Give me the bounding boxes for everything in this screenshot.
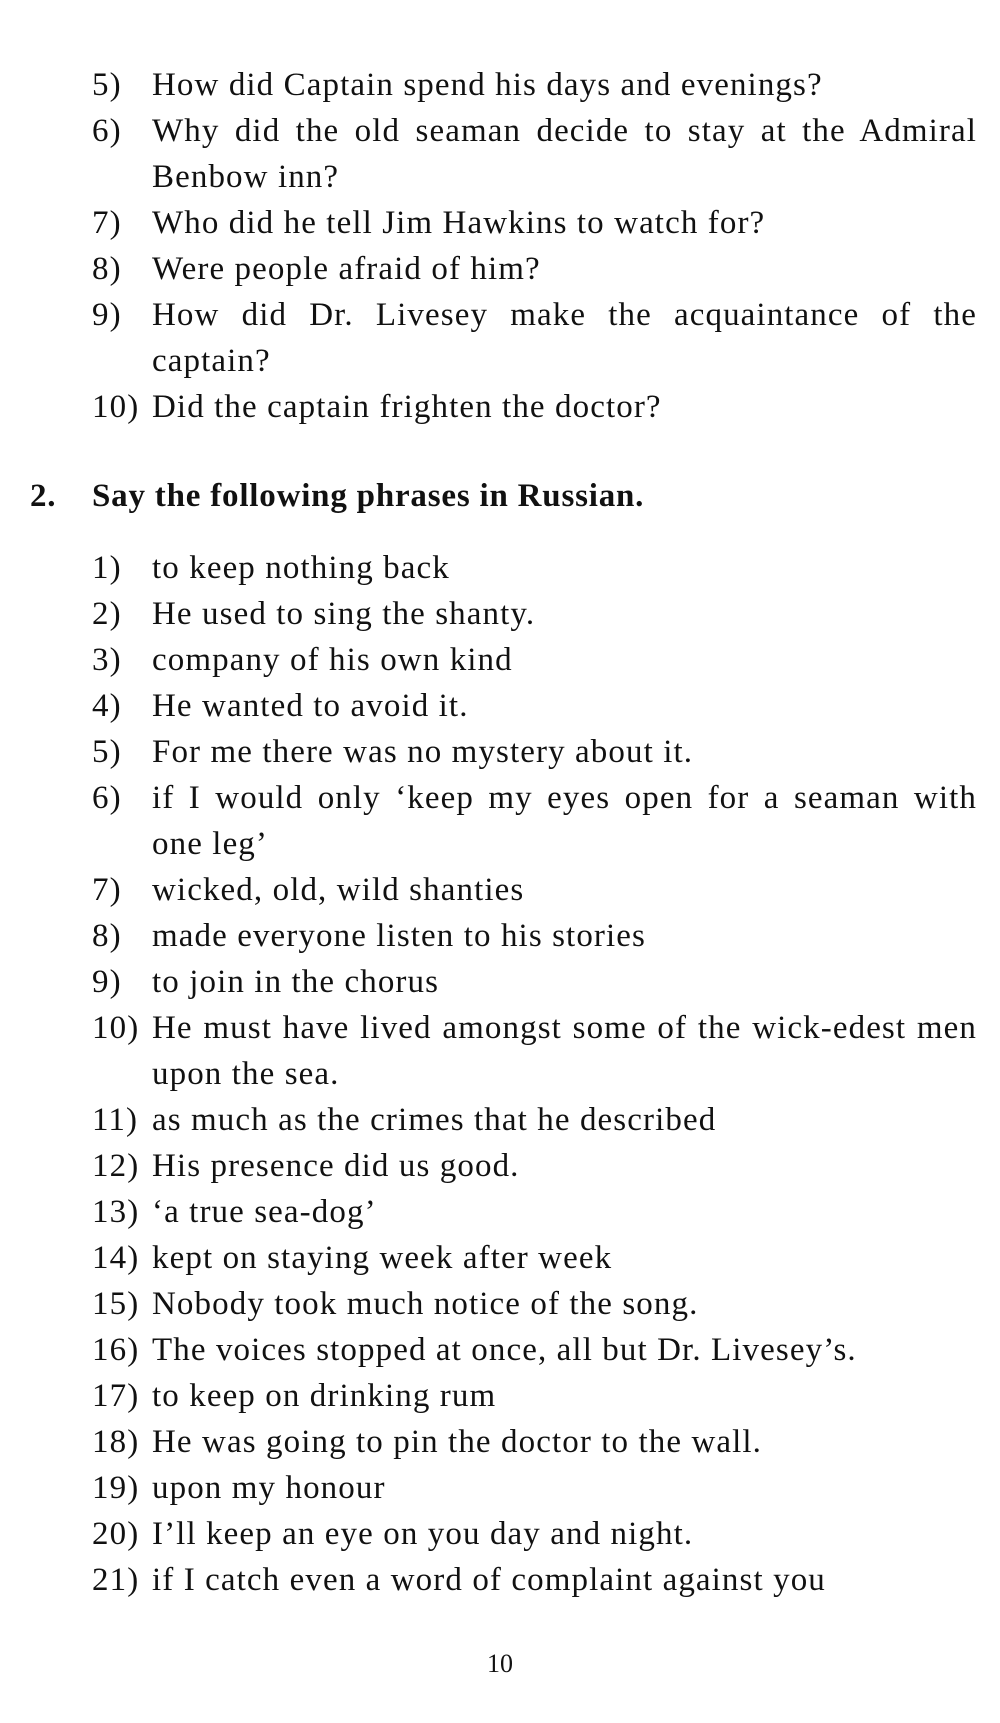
item-number: 21) (92, 1562, 140, 1598)
phrases-list (0, 545, 977, 1603)
page-number: 10 (487, 1649, 513, 1678)
phrase-item (0, 729, 977, 775)
exercise-number: 2. (30, 478, 57, 514)
item-number: 19) (92, 1470, 140, 1506)
item-text: Nobody took much notice of the song. (152, 1286, 699, 1322)
item-text: to join in the chorus (152, 964, 440, 1000)
phrase-item (0, 1465, 977, 1511)
phrase-item (0, 1327, 977, 1373)
item-number: 9) (92, 964, 122, 1000)
item-text: company of his own kind (152, 642, 513, 678)
phrase-item (0, 545, 977, 591)
item-text: How did Captain spend his days and evenings? (152, 67, 823, 103)
item-number: 7) (92, 872, 122, 908)
phrase-item (0, 1005, 977, 1097)
phrase-item (0, 1557, 977, 1603)
phrase-item (0, 1419, 977, 1465)
item-number: 6) (92, 113, 122, 149)
phrase-item (0, 591, 977, 637)
item-text: if I catch even a word of complaint against you (152, 1562, 826, 1598)
item-text: wicked, old, wild shanties (152, 872, 525, 908)
phrase-item (0, 1373, 977, 1419)
item-number: 7) (92, 205, 122, 241)
item-number: 1) (92, 550, 122, 586)
question-item (0, 384, 977, 430)
questions-list (0, 62, 977, 430)
item-text: I’ll keep an eye on you day and night. (152, 1516, 694, 1552)
item-number: 20) (92, 1516, 140, 1552)
item-number: 9) (92, 297, 122, 333)
item-number: 10) (92, 1010, 140, 1046)
item-text: He must have lived amongst some of the wick-edest men upon the sea. (152, 1010, 977, 1092)
question-item (0, 246, 977, 292)
item-number: 5) (92, 67, 122, 103)
item-text: Did the captain frighten the doctor? (152, 389, 662, 425)
exercise-title: Say the following phrases in Russian. (92, 478, 645, 514)
item-number: 17) (92, 1378, 140, 1414)
item-text: His presence did us good. (152, 1148, 520, 1184)
question-item (0, 62, 977, 108)
item-number: 18) (92, 1424, 140, 1460)
item-number: 2) (92, 596, 122, 632)
item-text: He wanted to avoid it. (152, 688, 469, 724)
phrase-item (0, 959, 977, 1005)
phrase-item (0, 775, 977, 867)
phrase-item (0, 1511, 977, 1557)
phrase-item (0, 913, 977, 959)
item-number: 8) (92, 918, 122, 954)
item-text: kept on staying week after week (152, 1240, 613, 1276)
item-text: made everyone listen to his stories (152, 918, 646, 954)
item-number: 3) (92, 642, 122, 678)
item-number: 6) (92, 780, 122, 816)
phrase-item (0, 1189, 977, 1235)
item-number: 16) (92, 1332, 140, 1368)
question-item (0, 200, 977, 246)
phrase-item (0, 1235, 977, 1281)
item-number: 5) (92, 734, 122, 770)
item-text: He used to sing the shanty. (152, 596, 536, 632)
phrase-item (0, 637, 977, 683)
item-text: For me there was no mystery about it. (152, 734, 694, 770)
item-number: 14) (92, 1240, 140, 1276)
phrase-item (0, 683, 977, 729)
item-text: Were people afraid of him? (152, 251, 541, 287)
item-text: to keep on drinking rum (152, 1378, 497, 1414)
item-number: 13) (92, 1194, 140, 1230)
item-number: 12) (92, 1148, 140, 1184)
item-text: Who did he tell Jim Hawkins to watch for? (152, 205, 766, 241)
question-item (0, 292, 977, 384)
phrase-item (0, 1143, 977, 1189)
item-text: to keep nothing back (152, 550, 450, 586)
item-number: 11) (92, 1102, 139, 1138)
item-number: 4) (92, 688, 122, 724)
item-number: 8) (92, 251, 122, 287)
item-text: as much as the crimes that he described (152, 1102, 717, 1138)
item-text: ‘a true sea-dog’ (152, 1194, 377, 1230)
phrase-item (0, 867, 977, 913)
item-text: upon my honour (152, 1470, 386, 1506)
item-text: The voices stopped at once, all but Dr. Livesey’s. (152, 1332, 857, 1368)
item-text: How did Dr. Livesey make the acquaintance of the captain? (152, 297, 977, 379)
exercise-heading (30, 473, 644, 519)
item-text: Why did the old seaman decide to stay at the Admiral Benbow inn? (152, 113, 977, 195)
item-number: 15) (92, 1286, 140, 1322)
question-item (0, 108, 977, 200)
phrase-item (0, 1281, 977, 1327)
item-text: if I would only ‘keep my eyes open for a seaman with one leg’ (152, 780, 977, 862)
item-number: 10) (92, 389, 140, 425)
item-text: He was going to pin the doctor to the wall. (152, 1424, 763, 1460)
phrase-item (0, 1097, 977, 1143)
